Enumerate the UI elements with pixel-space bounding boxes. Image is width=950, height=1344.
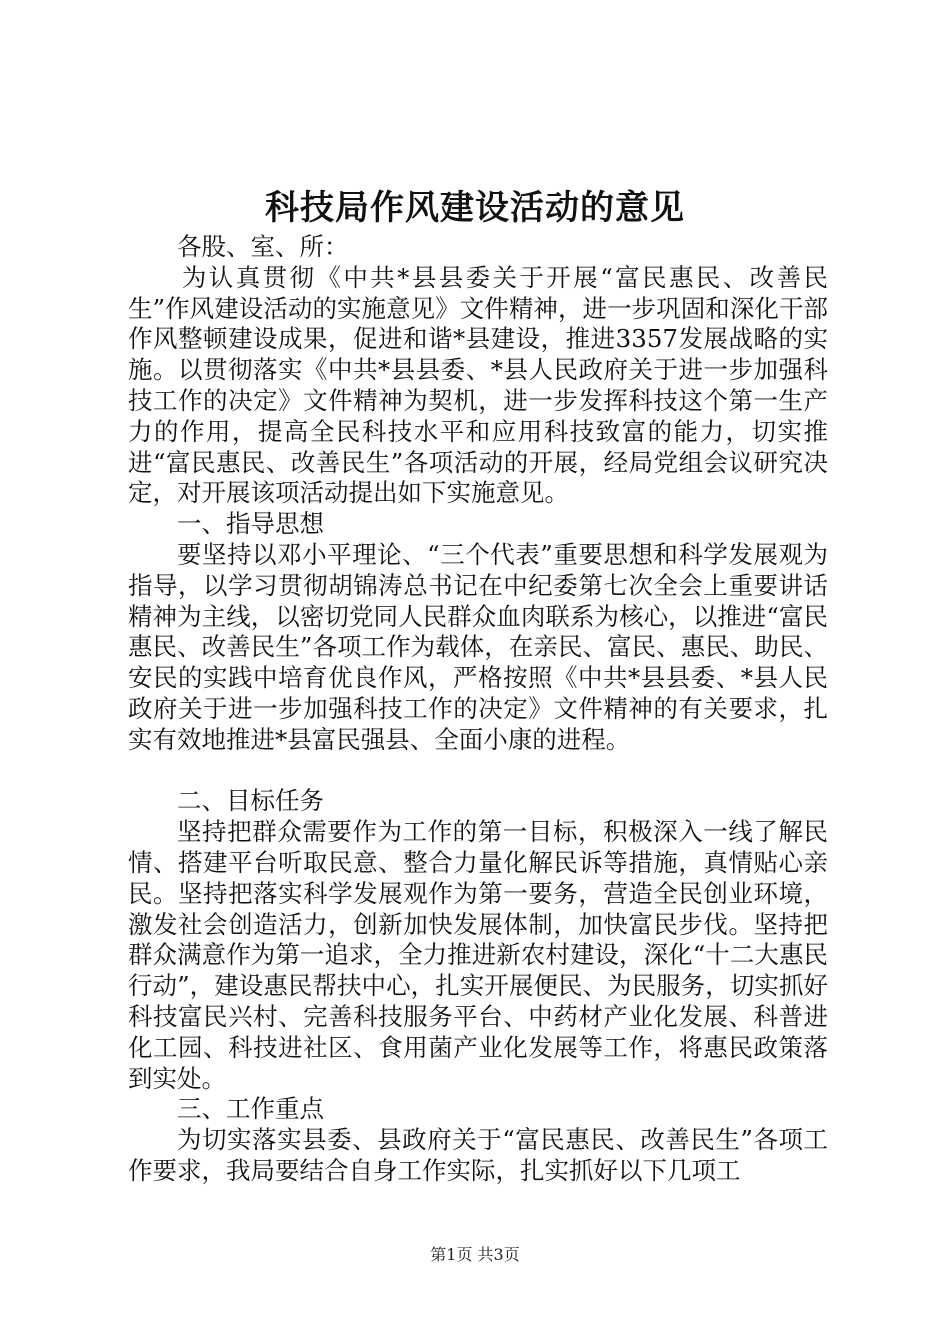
paragraph-intro: 为认真贯彻《中共*县县委关于开展“富民惠民、改善民生”作风建设活动的实施意见》文件精神，进一步巩固和深化干部作风整顿建设成果，促进和谐*县建设，推进3357发展战略的实施。以贯彻落实《中共*县县委、*县人民政府关于进一步加强科技工作的决定》文件精神为契机，进一步发挥科技这个第一生产力的作用，提高全民科技水平和应用科技致富的能力，切实推进“富民惠民、改善民生”各项活动的开展，经局党组会议研究决定，对开展该项活动提出如下实施意见。 bbox=[128, 262, 828, 508]
section-heading-2: 二、目标任务 bbox=[177, 786, 324, 816]
page-title: 科技局作风建设活动的意见 bbox=[265, 188, 685, 228]
page-footer: 第1页 共3页 bbox=[430, 1245, 520, 1264]
paragraph-section-3: 为切实落实县委、县政府关于“富民惠民、改善民生”各项工作要求，我局要结合自身工作实际，扎实抓好以下几项工 bbox=[128, 1125, 828, 1185]
blank-line bbox=[128, 756, 828, 787]
salutation: 各股、室、所： bbox=[177, 232, 349, 261]
paragraph-section-2: 坚持把群众需要作为工作的第一目标，积极深入一线了解民情、搭建平台听取民意、整合力量化解民诉等措施，真情贴心亲民。坚持把落实科学发展观作为第一要务，营造全民创业环境，激发社会创造活力，创新加快发展体制，加快富民步伐。坚持把群众满意作为第一追求，全力推进新农村建设，深化“十二大惠民行动”，建设惠民帮扶中心，扎实开展便民、为民服务，切实抓好科技富民兴村、完善科技服务平台、中药材产业化发展、科普进化工园、科技进社区、食用菌产业化发展等工作，将惠民政策落到实处。 bbox=[128, 817, 828, 1093]
paragraph-section-1: 要坚持以邓小平理论、“三个代表”重要思想和科学发展观为指导，以学习贯彻胡锦涛总书记在中纪委第七次全会上重要讲话精神为主线，以密切党同人民群众血肉联系为核心，以推进“富民惠民、改善民生”各项工作为载体，在亲民、富民、惠民、助民、安民的实践中培育优良作风，严格按照《中共*县县委、*县人民政府关于进一步加强科技工作的决定》文件精神的有关要求，扎实有效地推进*县富民强县、全面小康的进程。 bbox=[128, 539, 828, 754]
section-heading-1: 一、指导思想 bbox=[177, 509, 324, 539]
document-body bbox=[128, 232, 828, 1187]
section-heading-3: 三、工作重点 bbox=[177, 1094, 324, 1124]
